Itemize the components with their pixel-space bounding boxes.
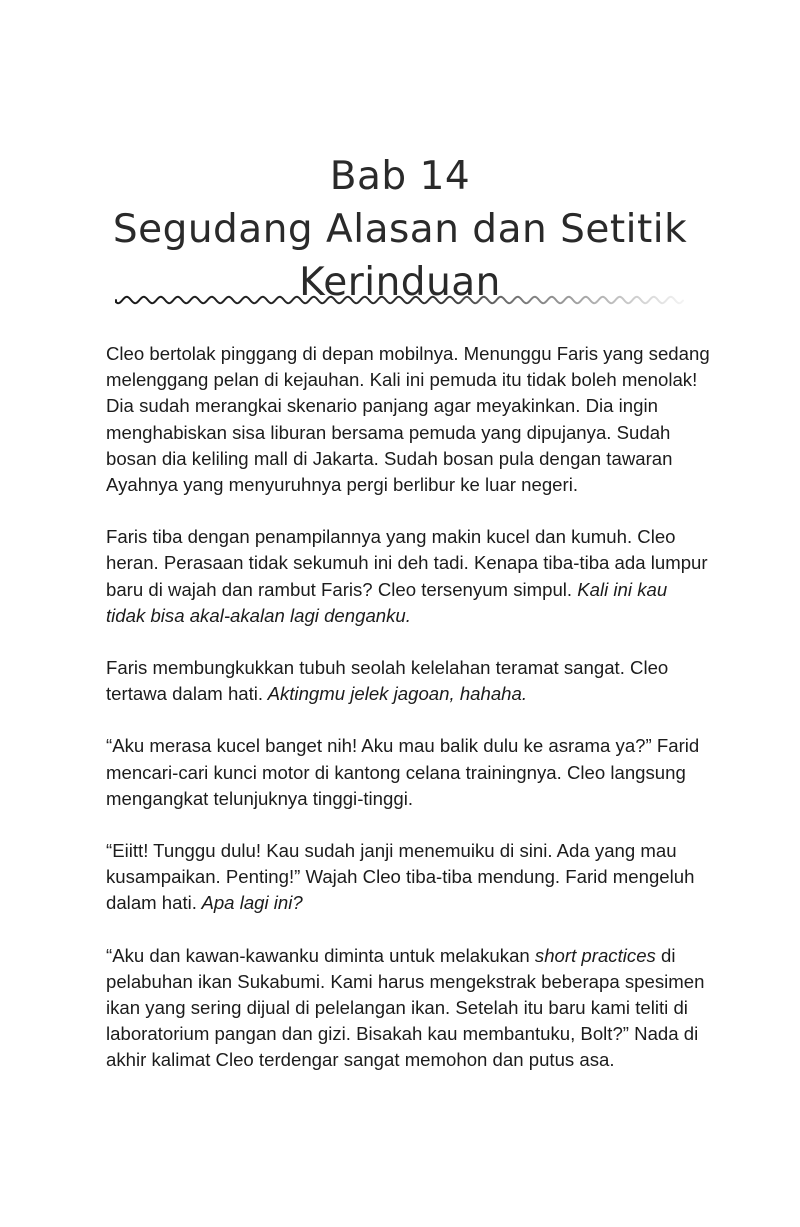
text-line: mencari-cari kunci motor di kantong celana trainingnya. Cleo langsung [106,761,686,783]
text-line: mengangkat telunjuknya tinggi-tinggi. [106,787,413,809]
chapter-title-line-1: Segudang Alasan dan Setitik [112,207,688,252]
text-line: Ayahnya yang menyuruhnya pergi berlibur ke luar negeri. [106,474,579,496]
text-line: kusampaikan. Penting!” Wajah Cleo tiba-tiba mendung. Farid mengeluh [106,866,695,888]
italic-thought: Kali ini kau [572,578,668,600]
text-segment: tertawa dalam hati. [106,683,264,705]
text-line [106,890,726,916]
chapter-number: Bab 14 [329,154,471,199]
text-line: “Aku merasa kucel banget nih! Aku mau balik dulu ke asrama ya?” Farid [106,735,700,757]
text-line: melenggang pelan di kejauhan. Kali ini pemuda itu tidak boleh menolak! [106,369,698,391]
text-line: Faris tiba dengan penampilannya yang makin kucel dan kumuh. Cleo [106,526,676,548]
paragraph-5 [106,838,726,917]
italic-thought: Apa lagi ini? [196,892,303,914]
text-segment: “Aku dan kawan-kawanku diminta untuk melakukan [106,944,535,966]
paragraph-3 [106,655,726,707]
text-line: akhir kalimat Cleo terdengar sangat memohon dan putus asa. [106,1049,615,1071]
text-line: Cleo bertolak pinggang di depan mobilnya. Menunggu Faris yang sedang [106,343,710,364]
wavy-divider [114,288,686,312]
text-line: “Eiitt! Tunggu dulu! Kau sudah janji menemuiku di sini. Ada yang mau [106,840,677,862]
text-line [106,603,726,629]
italic-thought: tidak bisa akal-akalan lagi denganku. [106,604,411,626]
chapter-body [106,341,726,1100]
paragraph-6 [106,943,726,1074]
text-line: Faris membungkukkan tubuh seolah kelelahan teramat sangat. Cleo [106,657,669,679]
paragraph-4 [106,733,726,812]
italic-thought: Aktingmu jelek jagoan, hahaha. [263,683,528,705]
text-line: Dia sudah merangkai skenario panjang agar meyakinkan. Dia ingin [106,395,658,417]
text-line [106,943,726,969]
paragraph-2 [106,524,726,629]
text-line: pelabuhan ikan Sukabumi. Kami harus mengekstrak beberapa spesimen [106,970,705,992]
text-line: ikan yang sering dijual di pelelangan ikan. Setelah itu baru kami teliti di [106,997,688,1019]
text-segment: di [655,944,676,966]
text-line [106,681,726,707]
paragraph-1 [106,341,726,498]
italic-term: short practices [534,944,656,966]
text-line: bosan dia keliling mall di Jakarta. Sudah bosan pula dengan tawaran [106,447,673,469]
chapter-heading [0,150,800,309]
text-line: laboratorium pangan dan gizi. Bisakah kau membantuku, Bolt?” Nada di [106,1023,699,1045]
text-segment: dalam hati. [106,892,197,914]
text-line [106,577,726,603]
text-segment: baru di wajah dan rambut Faris? Cleo tersenyum simpul. [106,578,573,600]
text-line: menghabiskan sisa liburan bersama pemuda yang dipujanya. Sudah [106,421,671,443]
chapter-title-line-2: Kerinduan [299,260,501,305]
text-line: heran. Perasaan tidak sekumuh ini deh tadi. Kenapa tiba-tiba ada lumpur [106,552,708,574]
